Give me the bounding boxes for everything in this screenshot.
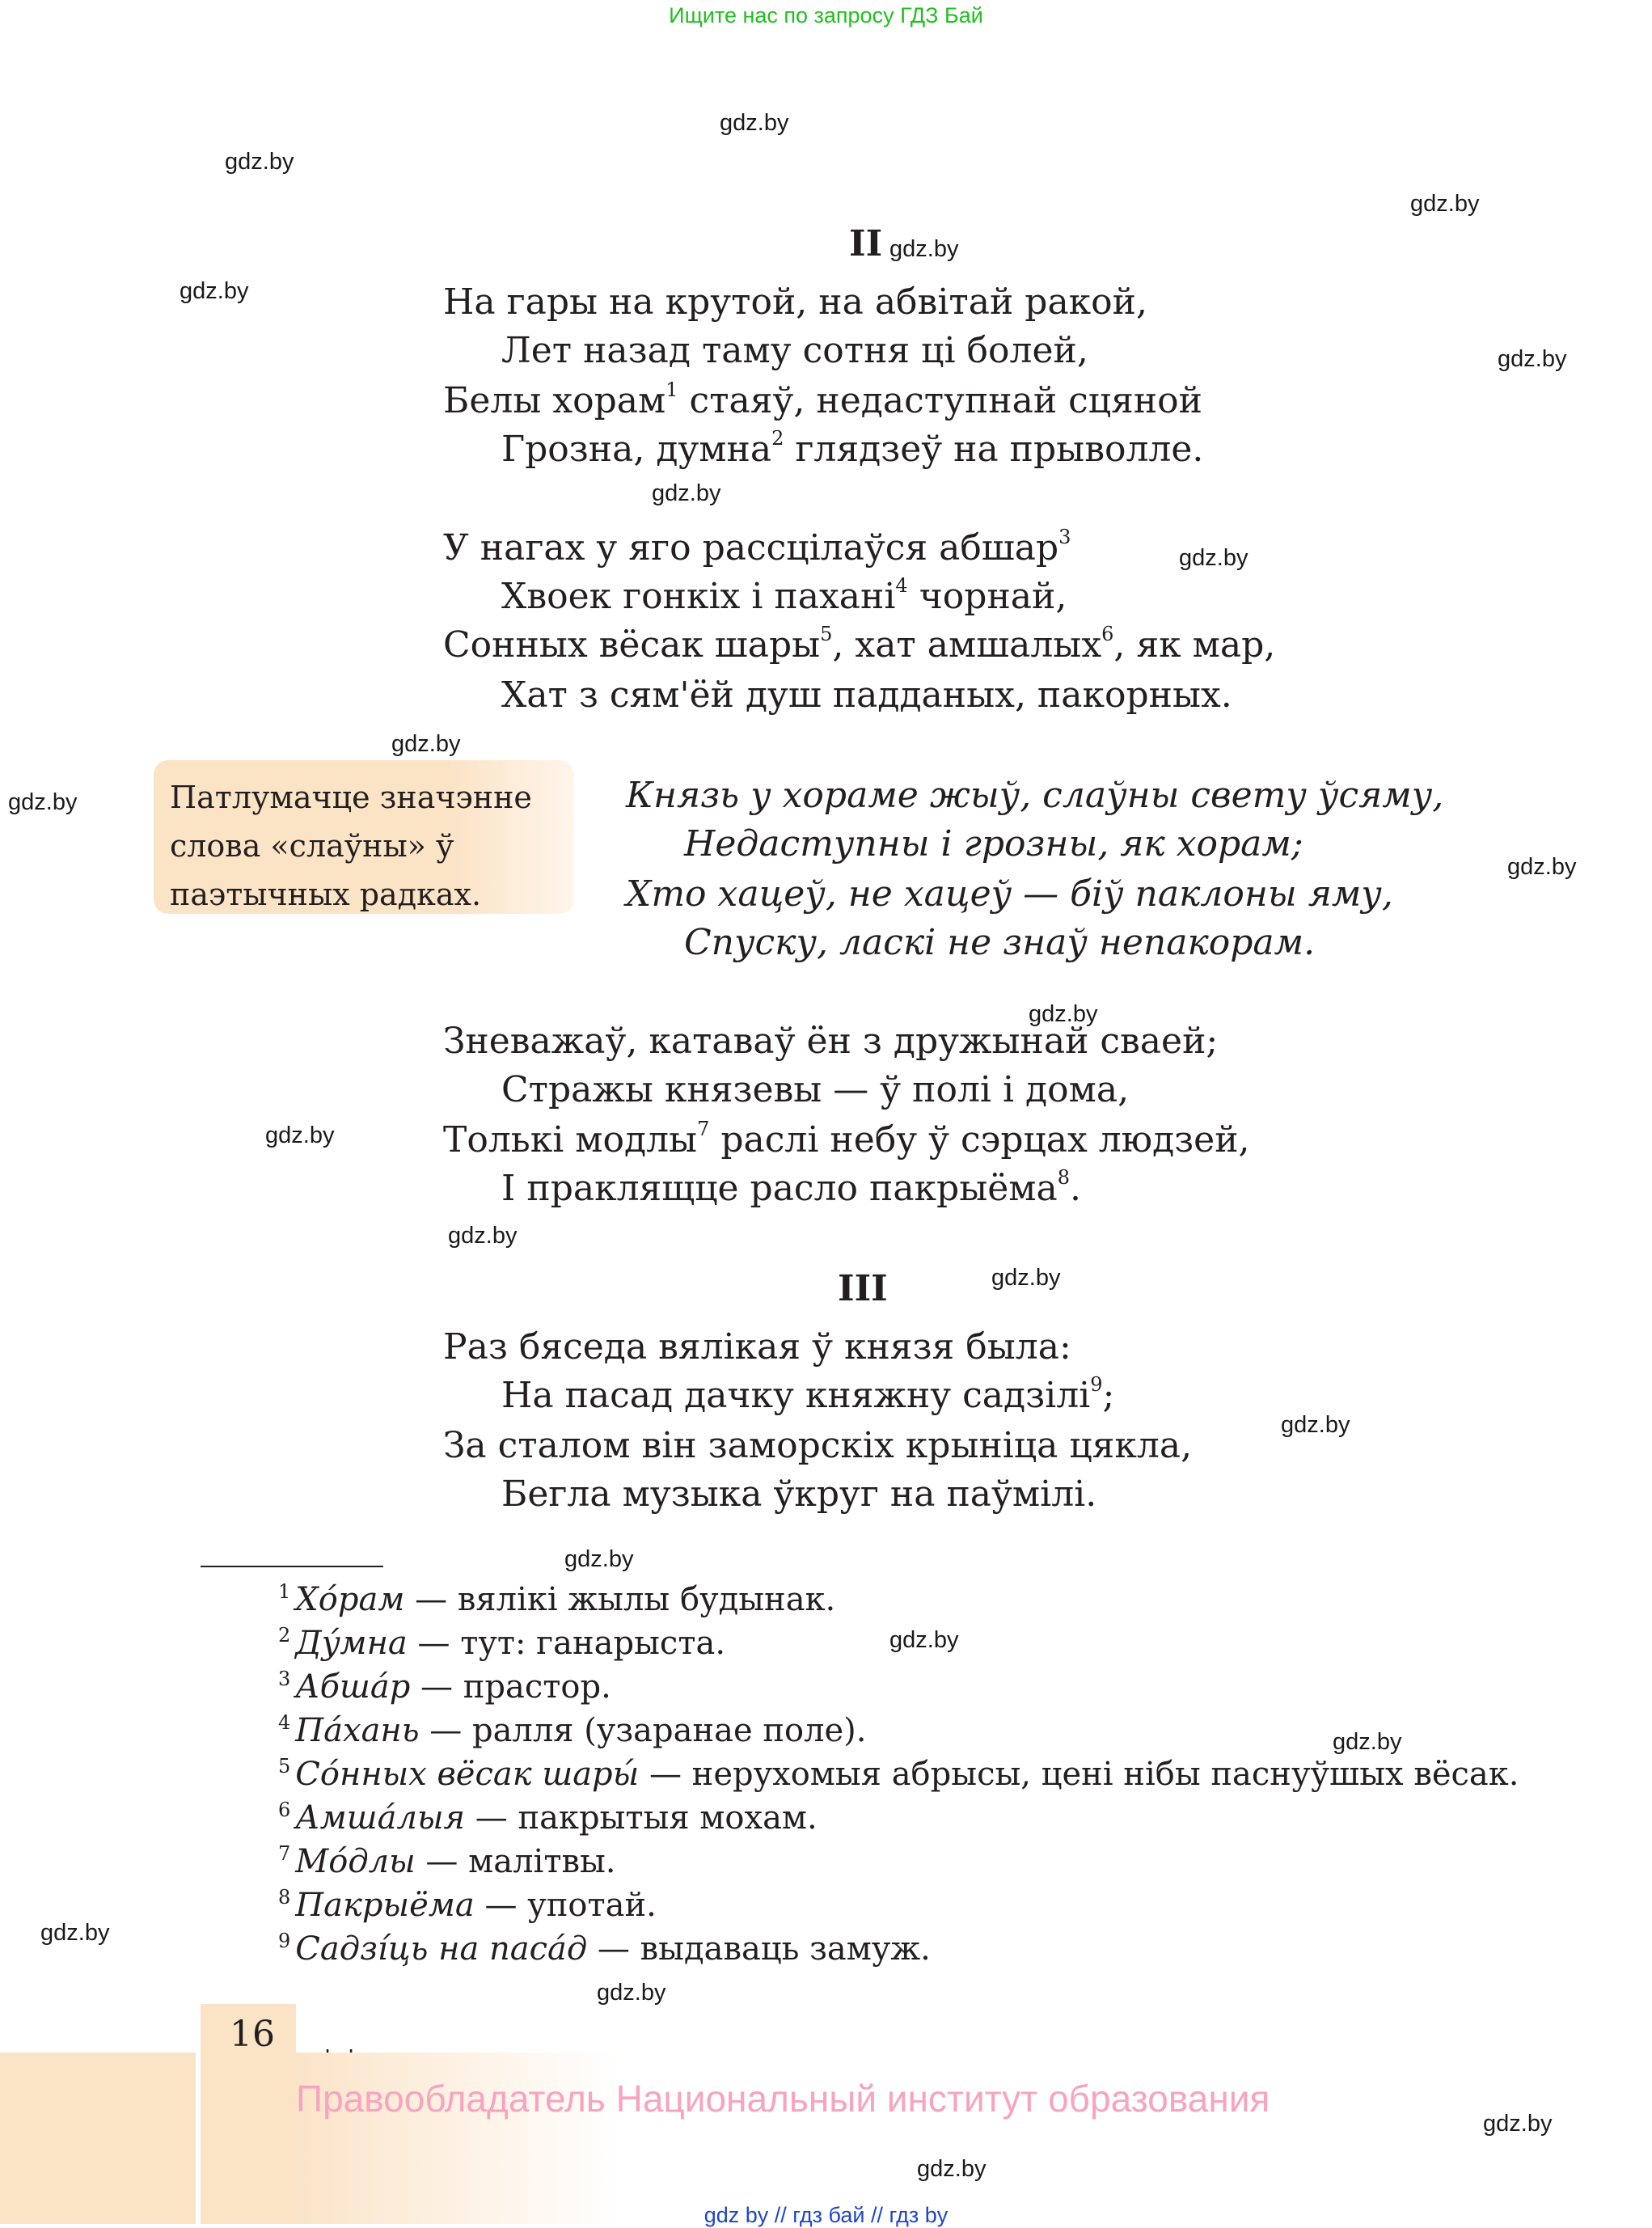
watermark: gdz.by [652, 480, 721, 506]
watermark: gdz.by [448, 1223, 518, 1249]
poem-line: Стражы князевы — ў полі і дома, [501, 1069, 1130, 1110]
poem-line: Грозна, думна$^2$ глядзеў на прыволле. [501, 427, 1204, 470]
footnote: $^9$ Садзíць на пасáд — выдаваць замуж. [278, 1930, 931, 1968]
footnote-mark: 4 [895, 574, 908, 597]
watermark: gdz.by [597, 1980, 666, 2006]
poem-line: Хто хацеў, не хацеў — біў паклоны яму, [626, 873, 1393, 915]
watermark: gdz.by [564, 1546, 634, 1572]
watermark: gdz.by [265, 1122, 335, 1148]
footnote-mark: 6 [1101, 623, 1114, 645]
footnote-mark: 8 [1057, 1166, 1071, 1189]
poem-line: Сонных вёсак шары$^5$, хат амшалых$^6$, як мар, [443, 623, 1276, 666]
footnote-mark: 3 [1058, 526, 1071, 548]
footnote-mark: 9 [1090, 1373, 1103, 1396]
poem-line: У нагах у яго рассцілаўся абшар$^3$ [443, 526, 1071, 569]
watermark: gdz.by [1179, 545, 1249, 571]
watermark: gdz.by [1498, 346, 1567, 372]
footnote: $^3$ Абшáр — прастор. [278, 1668, 611, 1706]
watermark: gdz.by [889, 236, 959, 262]
poem-line: Толькі модлы$^7$ раслі небу ў сэрцах людзей, [443, 1118, 1250, 1161]
poem-line: Белы хорам$^1$ стаяў, недаступнай сцяной [443, 378, 1202, 421]
footnote: $^5$ Сóнных вёсак шары́ — нерухомыя абрысы, цені нібы паснуўшых вёсак. [278, 1755, 1519, 1793]
rights-holder: Правообладатель Национальный институт образования [296, 2078, 1270, 2120]
watermark: gdz.by [8, 789, 78, 815]
footnote-mark: 5 [820, 623, 833, 645]
watermark: gdz.by [991, 1265, 1061, 1291]
footnote: $^1$ Хóрам — вялікі жылы будынак. [278, 1580, 836, 1618]
page-number: 16 [230, 2014, 275, 2055]
watermark: gdz.by [225, 149, 294, 175]
watermark: gdz.by [391, 731, 461, 757]
section-numeral: II [849, 223, 883, 264]
watermark: gdz.by [1333, 1729, 1402, 1755]
poem-line: Раз бяседа вялікая ў князя была: [443, 1326, 1071, 1368]
watermark: gdz.by [1029, 1001, 1098, 1027]
poem-line: Лет назад таму сотня ці болей, [501, 330, 1088, 371]
footnote-mark: 7 [697, 1118, 710, 1140]
footnote-mark: 2 [771, 427, 784, 450]
poem-line: Хат з сям'ёй душ падданых, пакорных. [501, 674, 1232, 716]
poem-line: Недаступны і грозны, як хорам; [684, 823, 1303, 865]
footnote: $^8$ Пакрыёма — употай. [278, 1886, 657, 1924]
poem-line: Спуску, ласкі не знаў непакорам. [684, 922, 1316, 963]
poem-line: Зневажаў, катаваў ён з дружынай сваей; [443, 1021, 1219, 1062]
section-numeral: III [838, 1268, 888, 1309]
watermark: gdz.by [180, 278, 249, 304]
footnote: $^2$ Дýмна — тут: ганарыста. [278, 1624, 726, 1662]
top-banner[interactable]: Ищите нас по запросу ГДЗ Бай [669, 3, 983, 27]
watermark: gdz.by [917, 2156, 987, 2182]
watermark: gdz.by [1410, 191, 1480, 217]
poem-line: На гары на крутой, на абвітай ракой, [443, 281, 1147, 323]
footnote: $^7$ Мóдлы — малітвы. [278, 1842, 616, 1880]
watermark: gdz.by [1281, 1412, 1350, 1438]
footnote-rule [201, 1566, 383, 1567]
watermark: gdz.by [1483, 2111, 1553, 2137]
poem-line: За сталом він заморскіх крыніца цякла, [443, 1425, 1193, 1466]
watermark: gdz.by [889, 1627, 959, 1653]
poem-line: На пасад дачку княжну садзілі$^9$; [501, 1373, 1115, 1416]
footnote: $^4$ Пáхань — ралля (узаранае поле). [278, 1711, 867, 1749]
poem-line: Князь у хораме жыў, слаўны свету ўсяму, [626, 775, 1444, 816]
poem-line: Хвоек гонкіх і пахані$^4$ чорнай, [501, 574, 1067, 617]
note-box-text: Патлумачце значэнне слова «слаўны» ў паэтычных радках. [170, 780, 532, 912]
bottom-links[interactable]: gdz by // гдз бай // гдз by [703, 2203, 949, 2227]
watermark: gdz.by [1507, 854, 1577, 880]
footnote-mark: 1 [665, 378, 678, 401]
poem-line: І праклящце расло пакрыёма$^8$. [501, 1166, 1082, 1209]
poem-line: Бегла музыка ўкруг на паўмілі. [501, 1473, 1097, 1515]
footnote: $^6$ Амшáлыя — пакрытыя мохам. [278, 1799, 818, 1837]
watermark: gdz.by [720, 110, 789, 136]
watermark: gdz.by [40, 1920, 110, 1946]
